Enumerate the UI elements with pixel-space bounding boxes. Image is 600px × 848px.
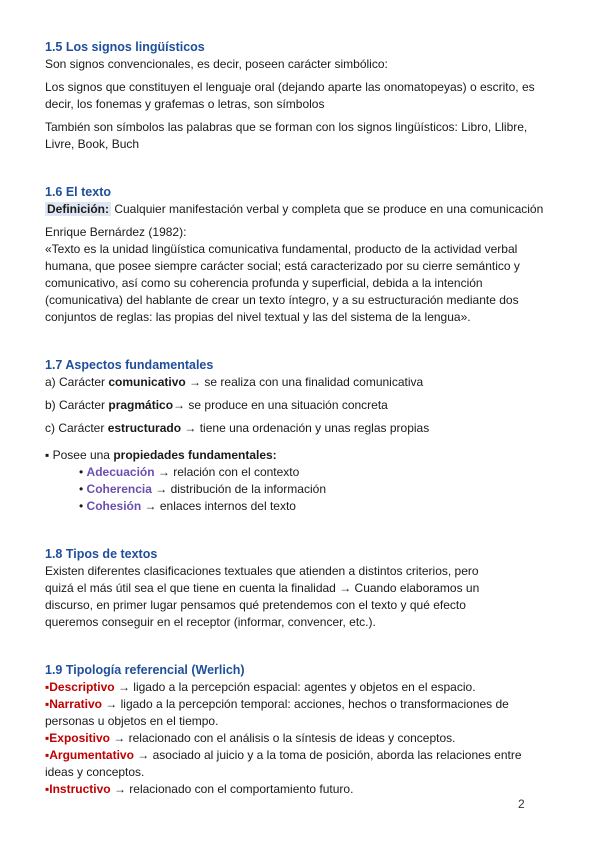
section-heading: 1.9 Tipología referencial (Werlich) <box>45 663 245 677</box>
section-1-8 <box>45 545 560 631</box>
bullet: ▪ <box>45 697 50 711</box>
bullet: ▪ <box>45 731 50 745</box>
properties-label: propiedades fundamentales: <box>113 448 277 462</box>
properties-list <box>45 464 560 515</box>
property-desc: → distribución de la información <box>151 482 326 496</box>
property-desc: → enlaces internos del texto <box>141 499 296 513</box>
definition-label: Definición: <box>47 202 109 216</box>
quote-line: humana, que posee siempre carácter social; está caracterizado por su cierre semántico y <box>45 259 520 273</box>
typology-term: Instructivo <box>49 782 111 796</box>
typology-desc: → ligado a la percepción temporal: acciones, hechos o transformaciones de <box>101 697 509 711</box>
paragraph-line: También son símbolos las palabras que se forman con los signos lingüísticos: Libro, Llibre, <box>45 120 528 134</box>
typology-desc: → relacionado con el comportamiento futuro. <box>110 782 354 796</box>
properties-prefix: ▪ Posee una <box>45 448 114 462</box>
property-item <box>45 498 560 515</box>
aspect-c <box>45 420 560 437</box>
typology-term: Descriptivo <box>49 680 115 694</box>
aspect-prefix: a) Carácter <box>45 375 109 389</box>
bullet: ▪ <box>45 782 50 796</box>
paragraph-line: Livre, Book, Buch <box>45 137 140 151</box>
typology-term: Narrativo <box>49 697 102 711</box>
section-1-6 <box>45 183 560 326</box>
aspect-desc: → se produce en una situación concreta <box>173 398 388 412</box>
definition-line <box>45 201 560 218</box>
typology-desc: → asociado al juicio y a la toma de posición, aborda las relaciones entre <box>133 748 522 762</box>
page-number: 2 <box>518 797 525 811</box>
typology-desc: → relacionado con el análisis o la síntesis de ideas y conceptos. <box>109 731 456 745</box>
section-heading: 1.7 Aspectos fundamentales <box>45 358 214 372</box>
aspect-b <box>45 397 560 414</box>
paragraph-line: Los signos que constituyen el lenguaje oral (dejando aparte las onomatopeyas) o escrito, es <box>45 80 535 94</box>
typology-item <box>45 747 560 764</box>
section-heading: 1.6 El texto <box>45 185 111 199</box>
bullet: ▪ <box>45 748 50 762</box>
property-item <box>45 464 560 481</box>
property-desc: → relación con el contexto <box>154 465 300 479</box>
bullet: • <box>79 482 87 496</box>
paragraph-line: decir, los fonemas y grafemas o letras, son símbolos <box>45 97 325 111</box>
aspect-term: comunicativo <box>108 375 186 389</box>
paragraph-line: queremos conseguir en el receptor (informar, convencer, etc.). <box>45 615 376 629</box>
property-item <box>45 481 560 498</box>
paragraph-line: quizá el más útil sea el que tiene en cuenta la finalidad → Cuando elaboramos un <box>45 581 480 595</box>
aspect-prefix: c) Carácter <box>45 421 108 435</box>
paragraph-line: discurso, en primer lugar pensamos qué pretendemos con el texto y qué efecto <box>45 598 466 612</box>
aspect-term: pragmático <box>108 398 174 412</box>
typology-desc: → ligado a la percepción espacial: agentes y objetos en el espacio. <box>114 680 476 694</box>
bullet: • <box>79 465 87 479</box>
typology-item <box>45 679 560 696</box>
section-heading: 1.8 Tipos de textos <box>45 547 158 561</box>
typology-term: Expositivo <box>49 731 110 745</box>
document-page <box>45 38 560 798</box>
bullet: ▪ <box>45 680 50 694</box>
typology-item-continued: ideas y conceptos. <box>45 765 145 779</box>
properties-intro <box>45 447 560 464</box>
quote-line: (comunicativa) del hablante de crear un texto íntegro, y a su estructuración mediante dos <box>45 293 519 307</box>
property-term: Cohesión <box>86 499 142 513</box>
section-1-9 <box>45 661 560 798</box>
aspect-term: estructurado <box>107 421 182 435</box>
typology-item <box>45 730 560 747</box>
section-heading: 1.5 Los signos lingüísticos <box>45 40 205 54</box>
property-term: Adecuación <box>86 465 155 479</box>
typology-list <box>45 679 560 798</box>
quote-author: Enrique Bernárdez (1982): <box>45 225 187 239</box>
quote-line: comunicativo, así como su coherencia profunda y superficial, debida a la intención <box>45 276 483 290</box>
quote-line: conjuntos de reglas: las propias del nivel textual y las del sistema de la lengua». <box>45 310 471 324</box>
definition-text: Cualquier manifestación verbal y completa que se produce en una comunicación <box>111 202 544 216</box>
aspect-prefix: b) Carácter <box>45 398 109 412</box>
aspect-a <box>45 374 560 391</box>
quote-line: «Texto es la unidad lingüística comunicativa fundamental, producto de la actividad verbal <box>45 242 518 256</box>
aspect-desc: → tiene una ordenación y unas reglas propias <box>181 421 430 435</box>
aspect-desc: → se realiza con una finalidad comunicativa <box>185 375 424 389</box>
section-1-7 <box>45 356 560 515</box>
property-term: Coherencia <box>86 482 152 496</box>
bullet: • <box>79 499 87 513</box>
paragraph-line: Son signos convencionales, es decir, poseen carácter simbólico: <box>45 57 388 71</box>
section-1-5 <box>45 38 560 153</box>
typology-item <box>45 781 560 798</box>
typology-item-continued: personas u objetos en el tiempo. <box>45 714 219 728</box>
paragraph-line: Existen diferentes clasificaciones textuales que atienden a distintos criterios, pero <box>45 564 479 578</box>
typology-term: Argumentativo <box>49 748 134 762</box>
typology-item <box>45 696 560 713</box>
